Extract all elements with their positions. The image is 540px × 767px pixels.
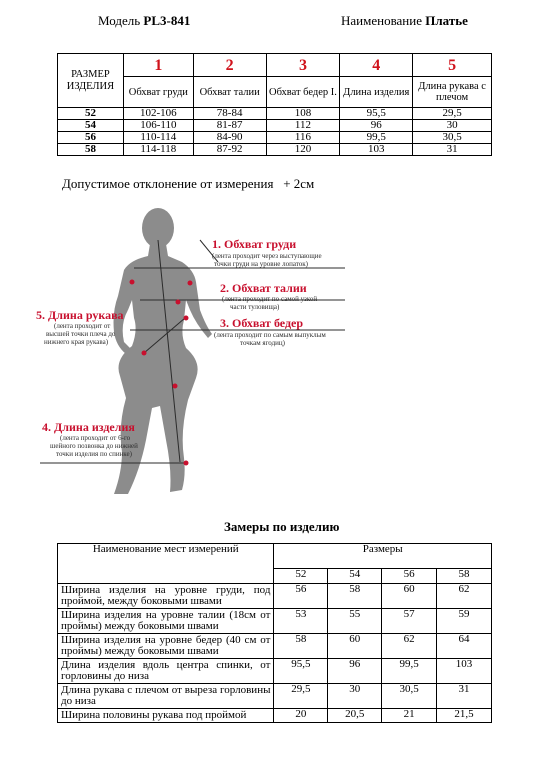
table-row [58, 709, 492, 723]
table-row [58, 634, 492, 659]
table-cell: 30 [328, 684, 382, 709]
measure-label: Ширина половины рукава под проймой [58, 709, 274, 723]
hips-measure-title: 3. Обхват бедер [220, 316, 304, 330]
length-measure-note: шейного позвонка до нижней [50, 442, 138, 450]
size-header-cell: 52 [274, 569, 328, 584]
col-header-length: Длина изделия [340, 77, 413, 108]
table-cell: 58 [328, 584, 382, 609]
measure-label: Длина изделия вдоль центра спинки, от горловины до низа [58, 659, 274, 684]
measure-label: Ширина изделия на уровне груди, под проймой, между боковыми швами [58, 584, 274, 609]
table-cell: 95,5 [340, 108, 413, 120]
table-cell: 103 [340, 144, 413, 156]
tolerance-note [62, 176, 314, 192]
sleeve-measure-note: (лента проходит от [54, 322, 111, 330]
table-cell: 116 [266, 132, 340, 144]
table-cell: 59 [437, 609, 492, 634]
table-cell: 102-106 [123, 108, 193, 120]
waist-measure-note: (лента проходит по самой узкой [222, 295, 318, 303]
model-heading [98, 13, 190, 29]
table-cell: 29,5 [413, 108, 492, 120]
tolerance-value: + 2см [283, 176, 315, 191]
sleeve-measure-note: нижнего края рукава) [44, 338, 109, 346]
table-row [58, 132, 492, 144]
table-cell: 84-90 [193, 132, 266, 144]
table-cell: 64 [437, 634, 492, 659]
table-cell: 58 [274, 634, 328, 659]
size-corner-header: РАЗМЕР ИЗДЕЛИЯ [58, 54, 124, 108]
col-number-2: 2 [193, 54, 266, 77]
table-row [58, 144, 492, 156]
table-cell: 62 [382, 634, 437, 659]
table-cell: 99,5 [340, 132, 413, 144]
table-cell: 30,5 [382, 684, 437, 709]
table-cell: 20,5 [328, 709, 382, 723]
size-header-cell: 58 [437, 569, 492, 584]
size-cell: 58 [58, 144, 124, 156]
table-cell: 114-118 [123, 144, 193, 156]
sleeve-measure-title: 5. Длина рукава [36, 308, 124, 322]
table-cell: 56 [274, 584, 328, 609]
table-row [58, 609, 492, 634]
table-row [58, 108, 492, 120]
size-cell: 54 [58, 120, 124, 132]
table-row [58, 659, 492, 684]
col-header-chest: Обхват груди [123, 77, 193, 108]
table-cell: 110-114 [123, 132, 193, 144]
model-value: PL3-841 [143, 13, 191, 28]
col-number-5: 5 [413, 54, 492, 77]
table-cell: 87-92 [193, 144, 266, 156]
sleeve-measure-note: высшей точки плеча до [46, 330, 116, 338]
section-title: Замеры по изделию [224, 519, 340, 534]
tolerance-text: Допустимое отклонение от измерения [62, 176, 274, 191]
table-cell: 30,5 [413, 132, 492, 144]
table-row [58, 684, 492, 709]
table-row [58, 584, 492, 609]
table-cell: 78-84 [193, 108, 266, 120]
table-cell: 62 [437, 584, 492, 609]
length-measure-note: точки изделия по спинке) [56, 450, 132, 458]
table-cell: 21 [382, 709, 437, 723]
chest-measure-note: (лента проходит через выступающие [212, 252, 322, 260]
col-number-4: 4 [340, 54, 413, 77]
table-cell: 96 [328, 659, 382, 684]
name-value: Платье [425, 13, 468, 28]
measure-label: Ширина изделия на уровне бедер (40 см от проймы) между боковыми швами [58, 634, 274, 659]
table-cell: 112 [266, 120, 340, 132]
col-header-sleeve: Длина рукава с плечом [413, 77, 492, 108]
table-cell: 99,5 [382, 659, 437, 684]
col-number-3: 3 [266, 54, 340, 77]
table-cell: 55 [328, 609, 382, 634]
table-cell: 29,5 [274, 684, 328, 709]
size-cell: 52 [58, 108, 124, 120]
measure-label: Ширина изделия на уровне талии (18см от проймы) между боковыми швами [58, 609, 274, 634]
table-cell: 57 [382, 609, 437, 634]
table-cell: 96 [340, 120, 413, 132]
table-cell: 95,5 [274, 659, 328, 684]
table-cell: 103 [437, 659, 492, 684]
chest-measure-note: точки груди на уровне лопаток) [214, 260, 308, 268]
measure-label: Длина рукава с плечом от выреза горловины до низа [58, 684, 274, 709]
table-cell: 31 [437, 684, 492, 709]
col-header-hips: Обхват бедер I. [266, 77, 340, 108]
body-silhouette-diagram [0, 200, 540, 510]
table-cell: 106-110 [123, 120, 193, 132]
waist-measure-title: 2. Обхват талии [220, 281, 307, 295]
table-cell: 120 [266, 144, 340, 156]
table-row [58, 120, 492, 132]
col-number-1: 1 [123, 54, 193, 77]
table-cell: 31 [413, 144, 492, 156]
size-cell: 56 [58, 132, 124, 144]
table-cell: 60 [382, 584, 437, 609]
name-column-header: Наименование мест измерений [58, 544, 274, 584]
table-cell: 81-87 [193, 120, 266, 132]
table-cell: 21,5 [437, 709, 492, 723]
table-cell: 53 [274, 609, 328, 634]
col-header-waist: Обхват талии [193, 77, 266, 108]
body-measurement-figure [0, 200, 540, 510]
waist-measure-note: части туловища) [230, 303, 280, 311]
sizes-header: Размеры [274, 544, 492, 569]
table-cell: 20 [274, 709, 328, 723]
size-table [57, 53, 492, 156]
table-cell: 30 [413, 120, 492, 132]
chest-measure-title: 1. Обхват груди [212, 237, 297, 251]
length-measure-note: (лента проходит от 6-го [60, 434, 131, 442]
table-cell: 108 [266, 108, 340, 120]
size-header-cell: 54 [328, 569, 382, 584]
hips-measure-note: (лента проходит по самым выпуклым [214, 331, 326, 339]
model-label: Модель [98, 13, 141, 28]
name-heading [341, 13, 468, 29]
name-label: Наименование [341, 13, 422, 28]
table-cell: 60 [328, 634, 382, 659]
hips-measure-note: точкам ягодиц) [240, 339, 285, 347]
size-header-cell: 56 [382, 569, 437, 584]
length-measure-title: 4. Длина изделия [42, 420, 135, 434]
measure-table [57, 543, 492, 723]
